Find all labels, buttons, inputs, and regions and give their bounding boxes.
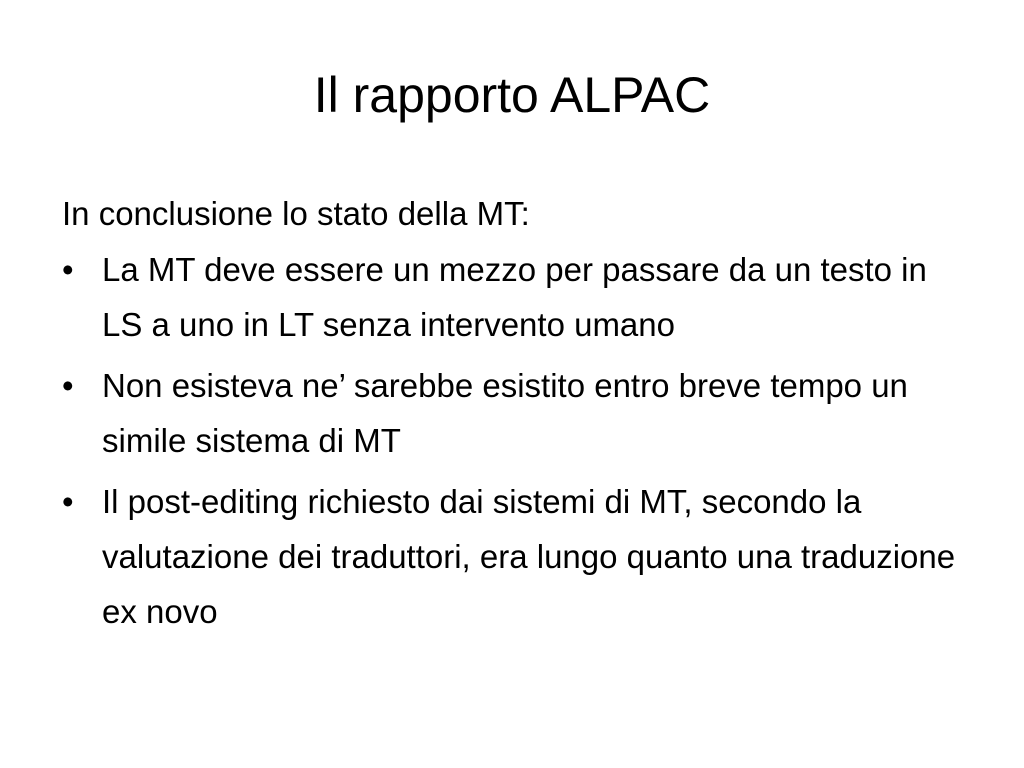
bullet-text: Non esisteva ne’ sarebbe esistito entro breve tempo un simile sistema di MT xyxy=(102,367,908,459)
intro-text: In conclusione lo stato della MT: xyxy=(62,195,530,232)
slide-title: Il rapporto ALPAC xyxy=(313,67,711,123)
bullet-item xyxy=(62,242,962,352)
bullet-icon: • xyxy=(62,483,74,520)
bullet-icon: • xyxy=(62,251,74,288)
bullet-icon: • xyxy=(62,367,74,404)
bullet-text: La MT deve essere un mezzo per passare da un testo in LS a uno in LT senza intervento umano xyxy=(102,251,927,343)
bullet-item xyxy=(62,358,962,468)
bullet-text: Il post-editing richiesto dai sistemi di MT, secondo la valutazione dei traduttori, era lungo quanto una traduzione ex novo xyxy=(102,483,956,630)
slide-body xyxy=(62,190,962,645)
bullet-item xyxy=(62,474,962,639)
bullet-list xyxy=(62,242,962,639)
